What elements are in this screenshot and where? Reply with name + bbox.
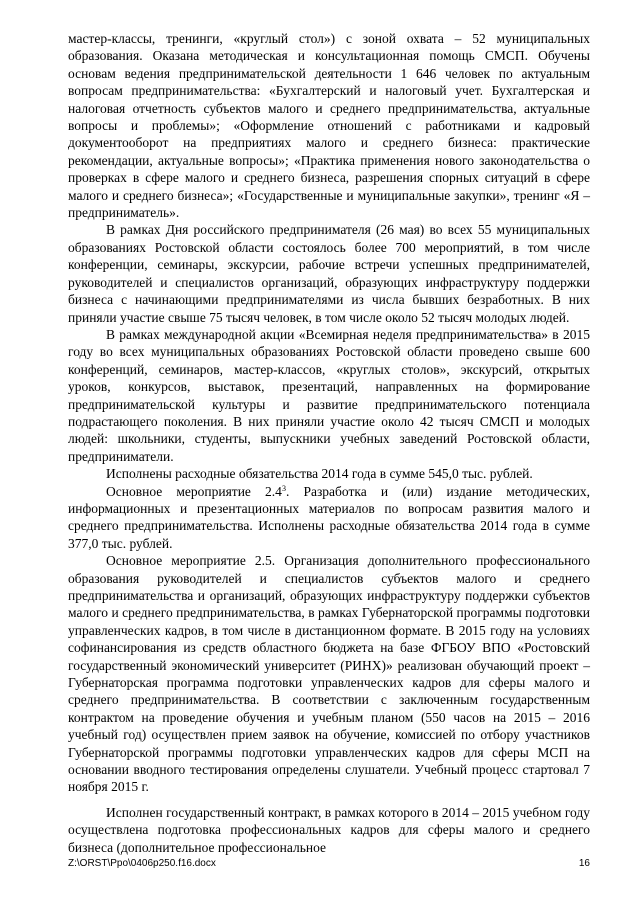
paragraph-5-text: . Разработка и (или) издание методических, информационных и презентационных материалов по вопросам развития малого и среднего предпринимательства. Исполнены расходные обязательства 2014 года в сумме 377,0 тыс. рублей. — [68, 483, 591, 551]
paragraph-2: В рамках Дня российского предпринимателя (26 мая) во всех 55 муниципальных образованиях Ростовской области состоялось более 700 мероприятий, в том числе конференции, семинары, экскурсии, рабочие встречи успешных предпринимателей, руководителей и специалистов организаций, образующих инфраструктуру поддержки бизнеса с начинающими предпринимателями из числа бывших безработных. В них приняли участие свыше 75 тысяч человек, в том числе около 52 тысяч молодых людей. — [68, 222, 590, 325]
paragraph-3: В рамках международной акции «Всемирная неделя предпринимательства» в 2015 году во всех муниципальных образованиях Ростовской области проведено свыше 600 конференций, семинаров, мастер-классов, «круглых столов», экскурсий, открытых уроков, конкурсов, выставок, презентаций, направленных на формирование предпринимательской культуры и развитие предпринимательского потенциала подрастающего поколения. В них приняли участие около 42 тысяч СМСП и молодых людей: школьники, студенты, выпускники учебных заведений Ростовской области, предприниматели. — [68, 326, 590, 464]
footer-file-path: Z:\ORST\Ppo\0406p250.f16.docx — [68, 858, 216, 869]
paragraph-4: Исполнены расходные обязательства 2014 года в сумме 545,0 тыс. рублей. — [106, 466, 533, 482]
paragraph-5-heading: Основное мероприятие 2.4 — [106, 483, 282, 499]
paragraph-6: Основное мероприятие 2.5. Организация дополнительного профессионального образования руководителей и специалистов субъектов малого и среднего предпринимательства и организаций, образующих инфраструктуру поддержки субъектов малого и среднего предпринимательства, в рамках Губернаторской программы подготовки управленческих кадров, в том числе в дистанционном формате. В 2015 году на условиях софинансирования из средств областного бюджета на базе ФГБОУ ВПО «Ростовский государственный экономический университет (РИНХ)» реализован обучающий проект – Губернаторская программа подготовки управленческих кадров для сферы малого и среднего предпринимательства. В соответствии с заключенным государственным контрактом на проведение обучения и учебным планом (550 часов на 2015 – 2016 учебный год) осуществлен прием заявок на обучение, комиссией по отбору участников Губернаторской программы подготовки управленческих кадров для сферы МСП на основании вводного тестирования определены слушатели. Учебный процесс стартовал 7 ноября 2015 г. — [68, 553, 590, 795]
footnote-marker: 3 — [281, 483, 286, 493]
page-footer — [68, 858, 590, 869]
paragraph-5 — [68, 483, 590, 553]
page-number: 16 — [578, 858, 590, 869]
paragraph-7: Исполнен государственный контракт, в рамках которого в 2014 – 2015 учебном году осуществлена подготовка профессиональных кадров для сферы малого и среднего бизнеса (дополнительное профессиональное — [68, 804, 590, 855]
paragraph-1: мастер-классы, тренинги, «круглый стол») с зоной охвата – 52 муниципальных образования. Оказана методическая и консультационная помощь СМСП. Обучены основам ведения предпринимательской деятельности 1 646 человек по актуальным вопросам предпринимательства: «Бухгалтерский и налоговый учет. Бухгалтерская и налоговая отчетность субъектов малого и среднего предпринимательства, актуальные вопросы и проблемы»; «Оформление отношений с работниками и кадровый документооборот на предприятиях малого и среднего бизнеса: практические рекомендации, актуальные вопросы»; «Практика применения нового законодательства о проверках в сфере малого и среднего бизнеса, разрешения спорных ситуаций в сфере малого и среднего бизнеса»; «Государственные и муниципальные закупки», тренинг «Я – предприниматель». — [68, 31, 590, 221]
document-body — [68, 30, 590, 856]
